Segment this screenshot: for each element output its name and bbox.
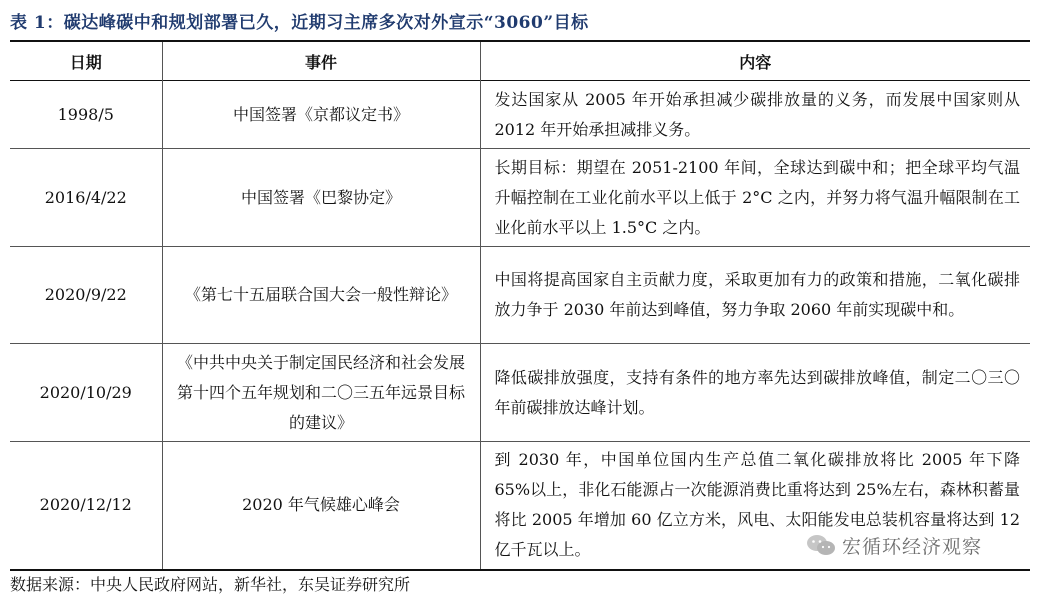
watermark	[806, 532, 982, 559]
cell-event: 2020 年气候雄心峰会	[162, 442, 480, 570]
cell-date: 1998/5	[57, 104, 114, 124]
table-row	[10, 81, 1030, 149]
cell-date: 2016/4/22	[44, 187, 127, 207]
events-table	[10, 40, 1030, 571]
cell-event: 《中共中央关于制定国民经济和社会发展第十四个五年规划和二〇三五年远景目标的建议》	[162, 344, 480, 442]
cell-event: 中国签署《巴黎协定》	[162, 149, 480, 247]
cell-content: 降低碳排放强度，支持有条件的地方率先达到碳排放峰值，制定二〇三〇年前碳排放达峰计划。	[480, 344, 1030, 442]
cell-content: 长期目标：期望在 2051-2100 年间，全球达到碳中和；把全球平均气温升幅控制在工业化前水平以上低于 2°C 之内，并努力将气温升幅限制在工业化前水平以上 1.5°C 之内。	[480, 149, 1030, 247]
table-row	[10, 149, 1030, 247]
wechat-icon	[806, 534, 836, 558]
cell-date: 2020/10/29	[39, 382, 132, 402]
header-date: 日期	[10, 41, 162, 81]
header-event: 事件	[162, 41, 480, 81]
watermark-text: 宏循环经济观察	[842, 536, 983, 558]
cell-event: 中国签署《京都议定书》	[162, 81, 480, 149]
header-content: 内容	[480, 41, 1030, 81]
table-header-row	[10, 41, 1030, 81]
data-source: 数据来源：中央人民政府网站，新华社，东吴证券研究所	[10, 575, 411, 594]
cell-content: 中国将提高国家自主贡献力度，采取更加有力的政策和措施，二氧化碳排放力争于 2030 年前达到峰值，努力争取 2060 年前实现碳中和。	[480, 247, 1030, 344]
cell-content: 到 2030 年，中国单位国内生产总值二氧化碳排放将比 2005 年下降 65%以上，非化石能源占一次能源消费比重将达到 25%左右，森林积蓄量将比 2005 年增加 60 亿立方米，风电、太阳能发电总装机容量将达到 12 亿千瓦以上。	[480, 442, 1030, 570]
table-row	[10, 247, 1030, 344]
cell-date: 2020/12/12	[39, 495, 132, 515]
table-caption: 表 1：碳达峰碳中和规划部署已久，近期习主席多次对外宣示“3060”目标	[10, 13, 589, 33]
cell-event: 《第七十五届联合国大会一般性辩论》	[162, 247, 480, 344]
table-row	[10, 344, 1030, 442]
cell-date: 2020/9/22	[44, 285, 127, 304]
cell-content: 发达国家从 2005 年开始承担减少碳排放量的义务，而发展中国家则从 2012 年开始承担减排义务。	[480, 81, 1030, 149]
